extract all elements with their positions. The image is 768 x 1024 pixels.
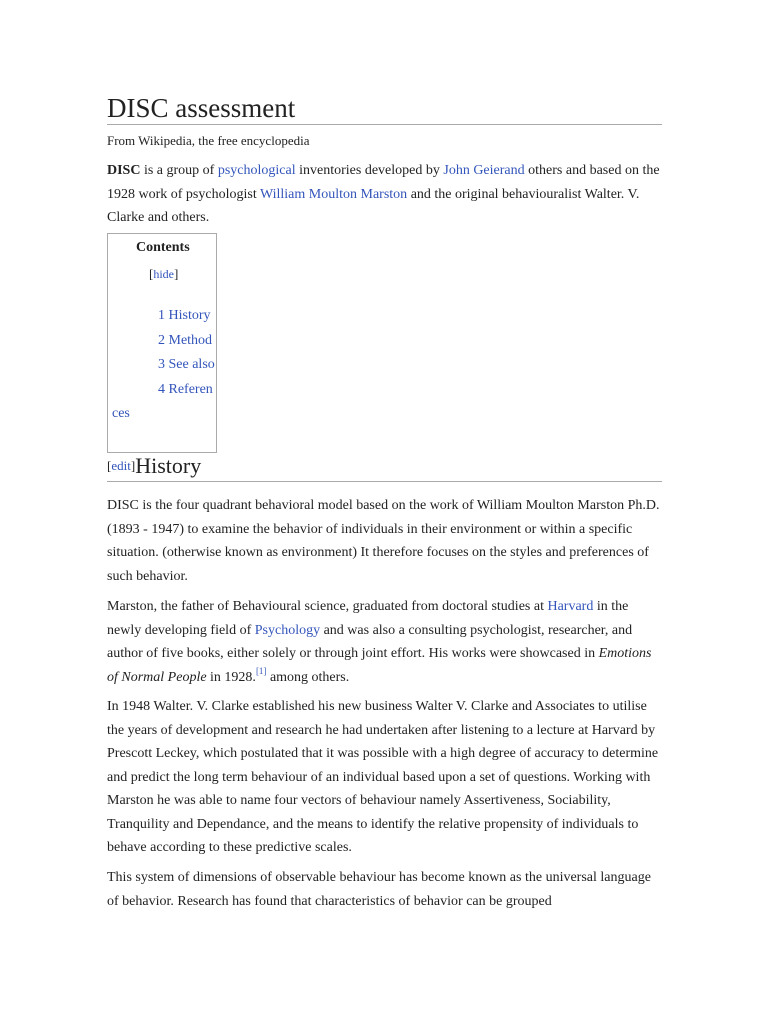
toc-hide-bracket-open: [ xyxy=(149,266,154,281)
link-william-moulton-marston[interactable]: William Moulton Marston xyxy=(259,186,408,202)
edit-section xyxy=(107,458,135,473)
intro-text-3: others and based on the 1928 work of psychologist xyxy=(107,163,660,202)
paragraph-3: In 1948 Walter. V. Clarke established his new business Walter V. Clarke and Associates to utilise the years of development and research he had undertaken after listening to a lecture at Harvard by Prescott Leckey, which postulated that it was possible with a high degree of accuracy to determine and predict the long term behaviour of an individual based upon a set of questions. Working with Marston he was able to name four vectors of behaviour namely Assertiveness, Sociability, Tranquility and Dependance, and the means to identify the relative propensity of individuals to behave according to these predictive scales. xyxy=(107,699,659,855)
link-harvard[interactable]: Harvard xyxy=(547,599,594,614)
intro-bold-term: DISC xyxy=(107,163,141,178)
toc-item-references[interactable]: 4 References xyxy=(112,381,213,421)
page-title: DISC assessment xyxy=(107,92,662,125)
toc-hide-bracket-close: ] xyxy=(174,266,179,281)
edit-bracket-open: [ xyxy=(107,458,112,473)
toc-item-see-also[interactable]: 3 See also xyxy=(158,357,215,372)
intro-text-2: inventories developed by xyxy=(295,163,444,178)
section-heading-text: History xyxy=(135,453,202,478)
book-title: Emotions of Normal People xyxy=(107,646,652,685)
p2-text-3: and was also a consulting psychologist, researcher, and author of five books, either solely or through joint effort. His works were showcased in xyxy=(107,622,633,661)
intro-paragraph xyxy=(107,159,662,230)
edit-bracket-close: ] xyxy=(130,458,136,473)
toc-hide-link[interactable]: hide xyxy=(153,267,175,281)
p2-text-5: among others. xyxy=(266,669,350,685)
reference-1-link[interactable]: [1] xyxy=(255,665,267,676)
p2-text-2: in the newly developing field of xyxy=(107,599,629,638)
link-psychological[interactable]: psychological xyxy=(217,163,296,178)
toc-item-method[interactable]: 2 Method xyxy=(158,332,213,348)
p2-text-1: Marston, the father of Behavioural science, graduated from doctoral studies at xyxy=(107,599,548,614)
edit-link[interactable]: edit xyxy=(111,458,131,473)
paragraph-1: DISC is the four quadrant behavioral model based on the work of William Moulton Marston Ph.D. (1893 - 1947) to examine the behavior of individuals in their environment or within a specific situation. (otherwise known as environment) It therefore focuses on the styles and preferences of such behavior. xyxy=(107,498,660,584)
toc-title: Contents xyxy=(136,240,190,255)
section-heading-history xyxy=(107,452,662,482)
link-psychology[interactable]: Psychology xyxy=(254,622,321,638)
toc-hide-toggle xyxy=(149,262,178,287)
toc-item-history[interactable]: 1 History xyxy=(158,308,211,323)
p2-text-4: in 1928. xyxy=(206,669,256,685)
toc-list xyxy=(112,304,216,427)
table-of-contents xyxy=(107,233,217,453)
tagline: From Wikipedia, the free encyclopedia xyxy=(107,133,310,148)
paragraph-2 xyxy=(107,595,662,689)
intro-text-1: is a group of xyxy=(140,163,218,178)
intro-text-4: and the original behaviouralist Walter. V. Clarke and others. xyxy=(107,186,640,225)
paragraph-4: This system of dimensions of observable behaviour has become known as the universal language of behavior. Research has found that characteristics of behavior can be grouped xyxy=(107,870,651,909)
link-john-geierand[interactable]: John Geierand xyxy=(443,163,525,178)
